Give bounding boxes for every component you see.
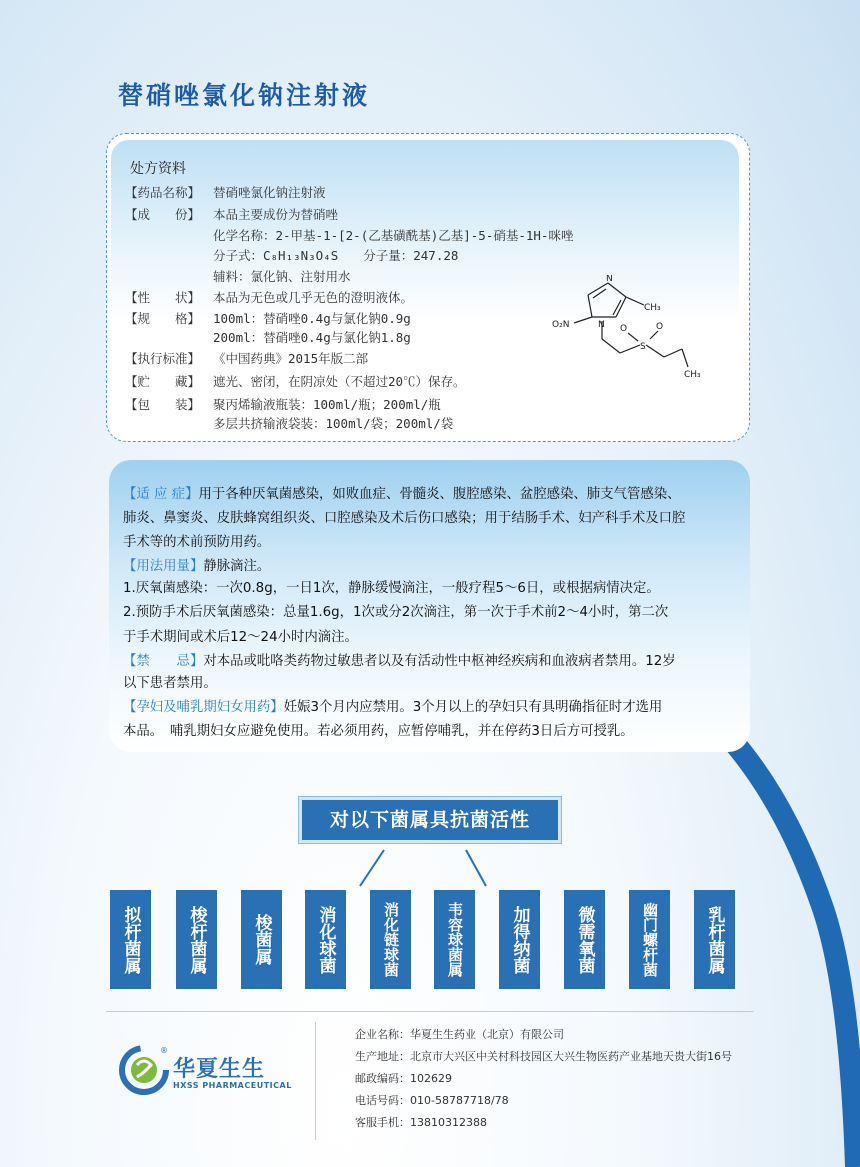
company-info-line: 客服手机：13810312388 — [355, 1116, 487, 1129]
rx-line: 【贮 藏】 遮光、密闭，在阴凉处（不超过20℃）保存。 — [125, 374, 466, 389]
bacteria-card: 乳杆菌属 — [694, 890, 735, 989]
rx-line: 【包 装】 聚丙烯输液瓶装：100ml/瓶；200ml/瓶 — [125, 397, 441, 412]
company-info-line: 电话号码：010-58787718/78 — [355, 1094, 509, 1107]
company-info-line: 邮政编码：102629 — [355, 1072, 452, 1085]
bacteria-card: 消化球菌 — [305, 890, 346, 989]
bacteria-card: 消化链球菌 — [370, 890, 411, 989]
svg-text:O: O — [620, 324, 628, 334]
rx-line: 【性 状】 本品为无色或几乎无色的澄明液体。 — [125, 290, 414, 305]
brand-name-cn: 华夏生生 — [173, 1057, 266, 1082]
indication-line: 2.预防手术后厌氧菌感染：总量1.6g，1次或分2次滴注，第一次于手术前2～4小时，第二次 — [123, 605, 669, 620]
svg-text:O₂N: O₂N — [552, 320, 570, 330]
prescription-heading: 处方资料 — [130, 161, 186, 177]
svg-text:N: N — [598, 320, 605, 330]
indication-line: 本品。 哺乳期妇女应避免使用。若必须用药，应暂停哺乳，并在停药3日后方可授乳。 — [123, 724, 634, 739]
svg-text:S: S — [640, 342, 646, 352]
rx-line: 【成 份】 本品主要成份为替硝唑 — [125, 207, 339, 222]
rx-line: 【规 格】 100ml：替硝唑0.4g与氯化钠0.9g — [125, 311, 411, 326]
indication-line: 【适 应 症】用于各种厌氧菌感染，如败血症、骨髓炎、腹腔感染、盆腔感染、肺支气管感染、 — [123, 487, 681, 502]
footer-divider — [106, 1011, 754, 1012]
antibacterial-activity-banner: 对以下菌属具抗菌活性 — [299, 797, 561, 843]
svg-text:N: N — [606, 275, 613, 284]
rx-line: 分子式：C₈H₁₃N₃O₄S 分子量：247.28 — [213, 248, 459, 263]
bacteria-card: 梭菌属 — [241, 890, 282, 989]
rx-line: 【执行标准】 《中国药典》2015年版二部 — [125, 351, 369, 366]
company-info-line: 生产地址：北京市大兴区中关村科技园区大兴生物医药产业基地天贵大街16号 — [355, 1050, 732, 1063]
rx-line: 【药品名称】 替硝唑氯化钠注射液 — [125, 185, 326, 200]
indication-line: 1.厌氧菌感染：一次0.8g，一日1次，静脉缓慢滴注，一般疗程5～6日，或根据病情决定。 — [123, 581, 660, 596]
bacteria-card: 加得纳菌 — [499, 890, 540, 989]
svg-text:CH₃: CH₃ — [644, 303, 661, 313]
svg-text:CH₃: CH₃ — [684, 370, 701, 380]
indication-line: 肺炎、鼻窦炎、皮肤蜂窝组织炎、口腔感染及术后伤口感染；用于结肠手术、妇产科手术及口腔 — [123, 511, 686, 526]
indication-line: 【用法用量】静脉滴注。 — [123, 559, 271, 574]
page-title: 替硝唑氯化钠注射液 — [118, 81, 371, 110]
bacteria-card: 梭杆菌属 — [176, 890, 217, 989]
footer-vertical-divider — [315, 1022, 316, 1140]
brand-name-en: HXSS PHARMACEUTICAL — [173, 1081, 292, 1090]
bacteria-card: 幽门螺杆菌 — [629, 890, 670, 989]
rx-line: 辅料：氯化钠、注射用水 — [213, 269, 351, 284]
indication-line: 手术等的术前预防用药。 — [123, 535, 271, 550]
rx-line: 化学名称：2-甲基-1-[2-(乙基磺酰基)乙基]-5-硝基-1H-咪唑 — [213, 228, 574, 243]
bacteria-card: 拟杆菌属 — [110, 890, 151, 989]
indication-line: 于手术期间或术后12～24小时内滴注。 — [123, 630, 358, 645]
bacteria-card: 微需氧菌 — [564, 890, 605, 989]
indication-line: 以下患者禁用。 — [123, 676, 217, 691]
company-info-line: 企业名称：华夏生生药业（北京）有限公司 — [355, 1028, 564, 1041]
tinidazole-structure-diagram — [540, 275, 730, 395]
bacteria-card: 韦容球菌属 — [434, 890, 475, 989]
registered-mark: ® — [160, 1046, 168, 1055]
indication-line: 【孕妇及哺乳期妇女用药】妊娠3个月内应禁用。3个月以上的孕妇只有具明确指征时才选用 — [123, 700, 663, 715]
rx-line: 200ml：替硝唑0.4g与氯化钠1.8g — [213, 330, 411, 345]
rx-line: 多层共挤输液袋装：100ml/袋；200ml/袋 — [213, 416, 454, 431]
connector-lines — [340, 846, 520, 896]
svg-text:O: O — [656, 322, 664, 332]
indication-line: 【禁 忌】对本品或吡咯类药物过敏患者以及有活动性中枢神经疾病和血液病者禁用。12岁 — [123, 654, 676, 669]
